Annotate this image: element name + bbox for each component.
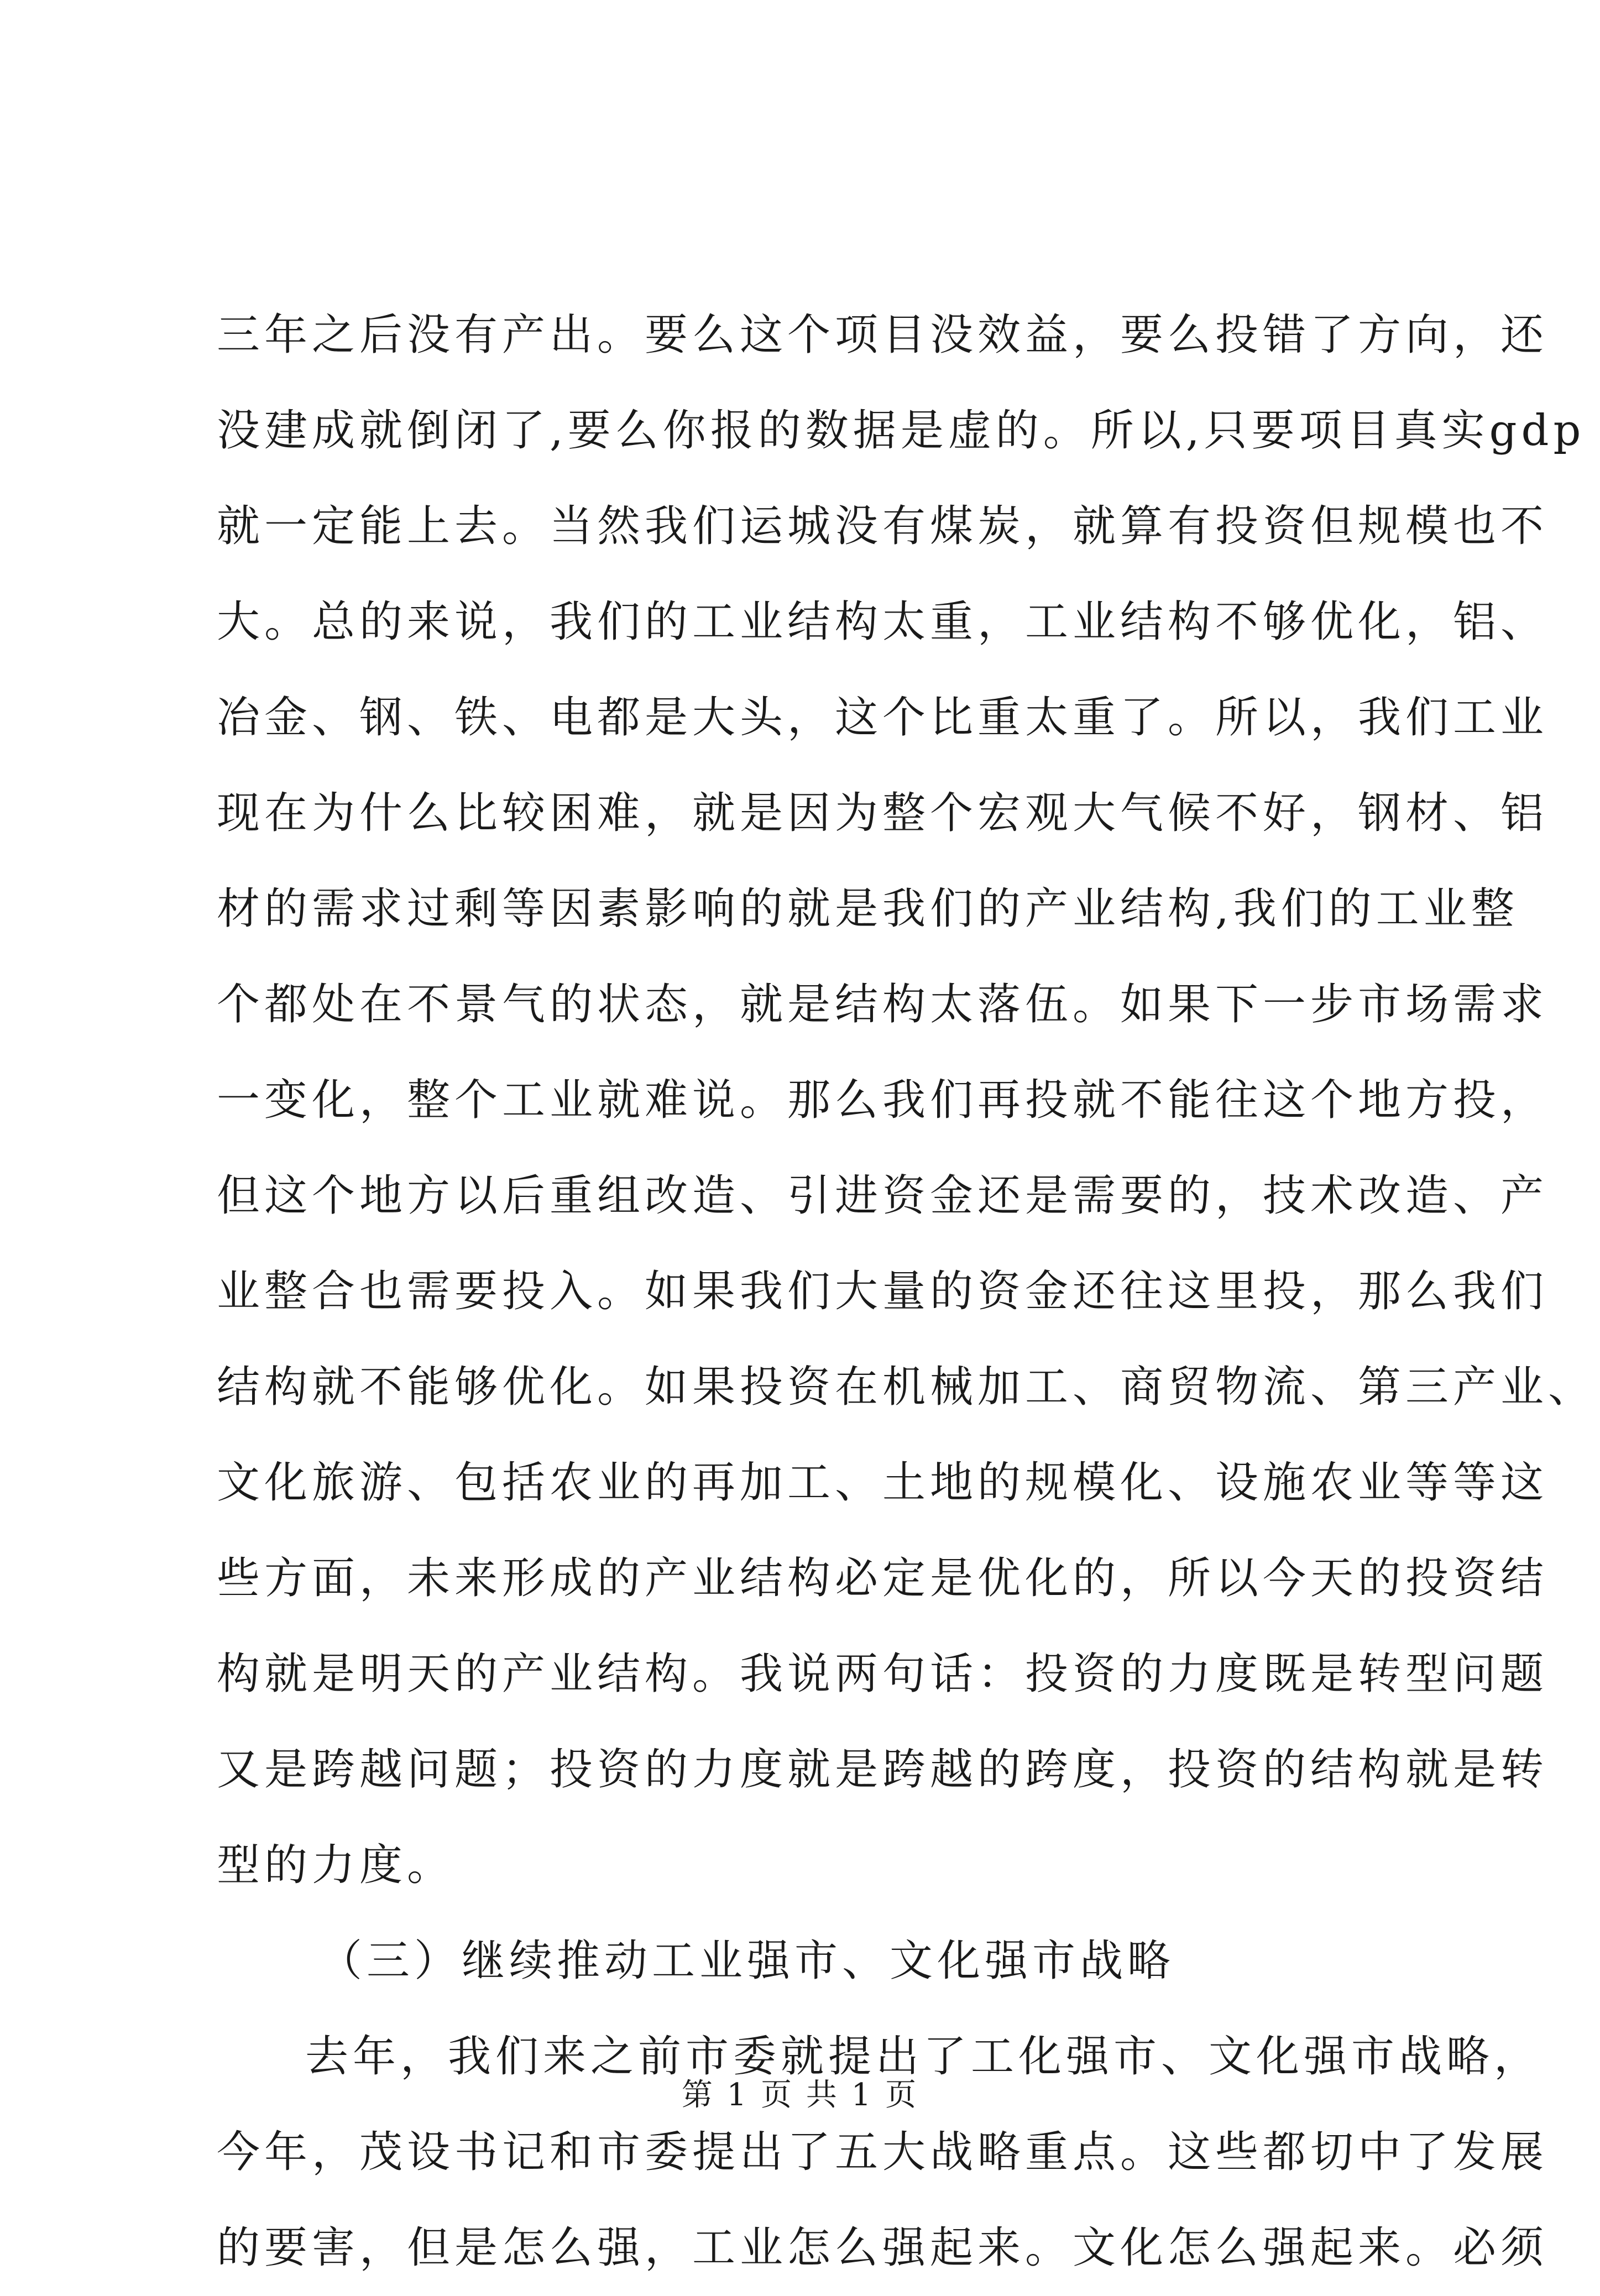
text-line: 一变化，整个工业就难说。那么我们再投就不能往这个地方投，	[217, 1075, 1549, 1125]
text-line: 型的力度。	[217, 1840, 455, 1890]
text-line: 个都处在不景气的状态，就是结构太落伍。如果下一步市场需求	[217, 980, 1549, 1029]
text-line: 三年之后没有产出。要么这个项目没效益，要么投错了方向，还	[217, 310, 1549, 360]
text-line: 今年，茂设书记和市委提出了五大战略重点。这些都切中了发展	[217, 2127, 1549, 2177]
page-footer: 第 1 页 共 1 页	[681, 2077, 919, 2113]
text-line: 大。总的来说，我们的工业结构太重，工业结构不够优化，铝、	[217, 597, 1549, 647]
text-line: 文化旅游、包括农业的再加工、土地的规模化、设施农业等等这	[217, 1458, 1549, 1508]
text-line: 没建成就倒闭了,要么你报的数据是虚的。所以,只要项目真实gdp	[217, 406, 1586, 456]
text-line: 但这个地方以后重组改造、引进资金还是需要的，技术改造、产	[217, 1171, 1549, 1221]
text-line: 去年，我们来之前市委就提出了工化强市、文化强市战略，	[305, 2032, 1542, 2081]
text-line: 的要害，但是怎么强，工业怎么强起来。文化怎么强起来。必须	[217, 2223, 1549, 2273]
text-line: 些方面，未来形成的产业结构必定是优化的，所以今天的投资结	[217, 1554, 1549, 1603]
text-line: 材的需求过剩等因素影响的就是我们的产业结构,我们的工业整	[217, 884, 1519, 934]
text-line: 构就是明天的产业结构。我说两句话：投资的力度既是转型问题	[217, 1649, 1549, 1699]
body-text	[217, 287, 1596, 2296]
text-line: 业整合也需要投入。如果我们大量的资金还往这里投，那么我们	[217, 1267, 1549, 1316]
text-line: 就一定能上去。当然我们运城没有煤炭，就算有投资但规模也不	[217, 501, 1549, 551]
text-line: 又是跨越问题；投资的力度就是跨越的跨度，投资的结构就是转	[217, 1745, 1549, 1795]
section-heading: （三）继续推动工业强市、文化强市战略	[319, 1936, 1175, 1986]
text-line: 结构就不能够优化。如果投资在机械加工、商贸物流、第三产业、	[217, 1362, 1596, 1412]
text-line: 冶金、钢、铁、电都是大头，这个比重太重了。所以，我们工业	[217, 693, 1549, 742]
text-line: 现在为什么比较困难，就是因为整个宏观大气候不好，钢材、铝	[217, 788, 1549, 838]
